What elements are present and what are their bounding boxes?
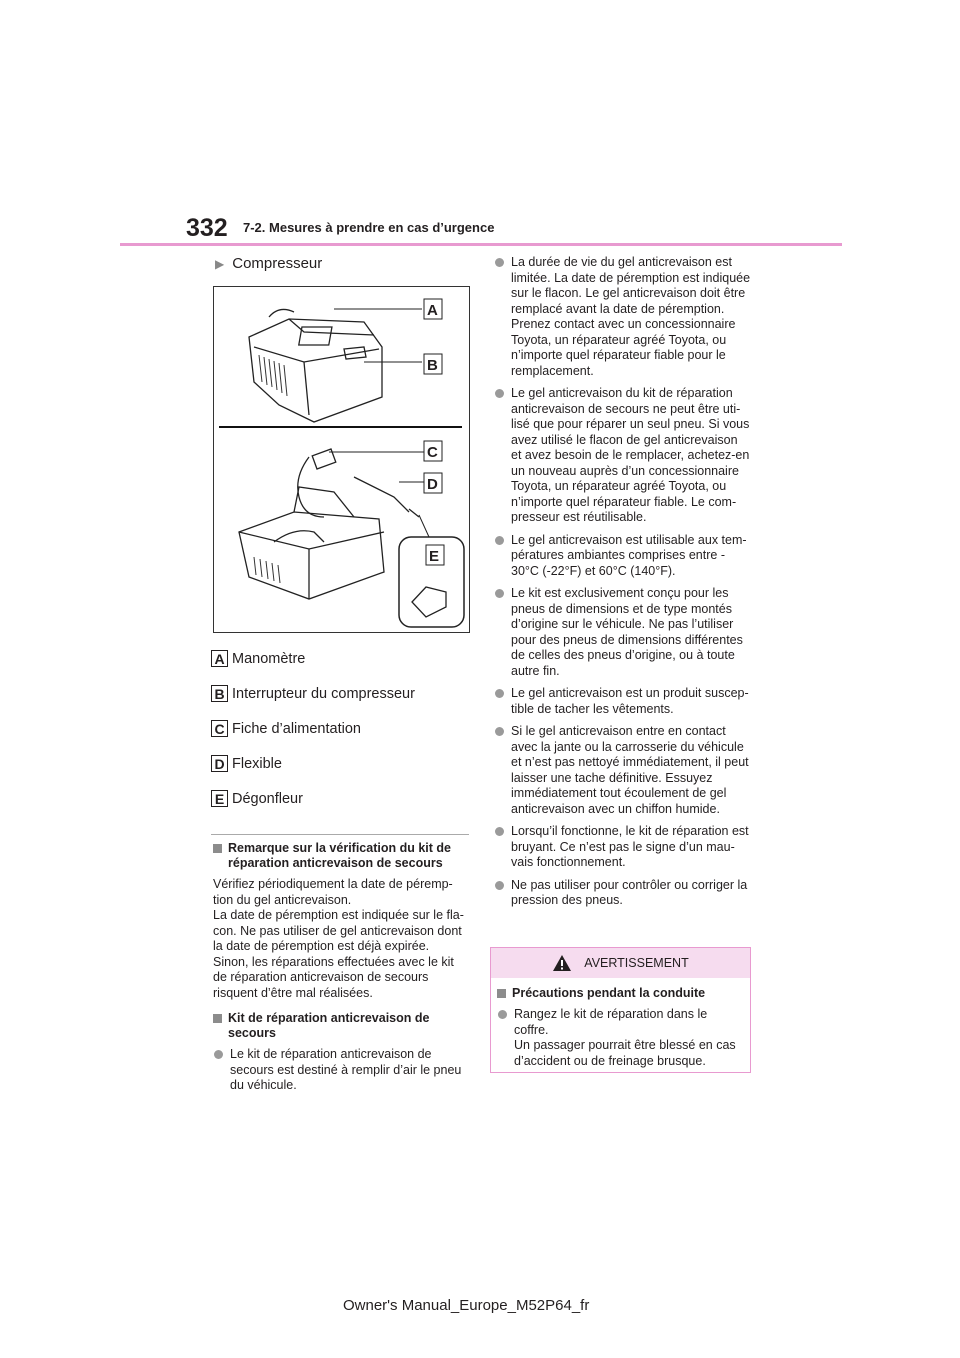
warning-box xyxy=(490,947,751,1073)
note-heading-kit xyxy=(211,1011,469,1041)
warning-triangle-icon xyxy=(552,954,572,972)
warning-header xyxy=(491,948,750,978)
section-divider xyxy=(211,834,469,835)
legend-item-b xyxy=(211,676,469,711)
note-heading-verification xyxy=(211,841,469,871)
bullet-dot-icon xyxy=(498,1010,507,1019)
bullet-dot-icon xyxy=(495,827,504,836)
list-item-text: Si le gel anticrevaison entre en contact avec la jante ou la carrosserie du véhicule et n’est pas nettoyé immédiatement, il peut laisser une tache définitive. Essuyez immédiatement tout écoulement de gel anticrevaison avec un chiffon humide. xyxy=(511,724,749,816)
bullet-dot-icon xyxy=(214,1050,223,1059)
label-e: E xyxy=(429,548,440,565)
page-number: 332 xyxy=(186,214,228,242)
warning-heading xyxy=(495,986,740,1001)
legend-item-e xyxy=(211,781,469,816)
note-paragraph-verification: Vérifiez périodiquement la date de péremp- tion du gel anticrevaison. La date de péremption est indiquée sur le fla- con. Ne pas utiliser de gel anticrevaison dont la date de péremption est déjà expirée. Sinon, les réparations effectuées avec le kit de réparation anticrevaison de secours risquent d’être mal réalisées. xyxy=(213,877,464,1000)
list-item xyxy=(492,686,752,717)
warning-body xyxy=(491,978,750,1069)
list-item-text: Le gel anticrevaison est un produit suscep- tible de tacher les vêtements. xyxy=(511,686,749,716)
list-item-text: Lorsqu’il fonctionne, le kit de réparation est bruyant. Ce n’est pas le signe d’un mau- vais fonctionnement. xyxy=(511,824,749,869)
bullet-dot-icon xyxy=(495,389,504,398)
warning-heading-text: Précautions pendant la conduite xyxy=(512,986,706,1000)
legend-text-a: Manomètre xyxy=(232,650,306,667)
list-item xyxy=(492,586,752,679)
list-item xyxy=(492,824,752,871)
section-title: 7-2. Mesures à prendre en cas d’urgence xyxy=(243,220,495,235)
bullet-dot-icon xyxy=(495,881,504,890)
header-rule xyxy=(120,243,842,246)
note-heading-verification-text: Remarque sur la vérification du kit de réparation anticrevaison de secours xyxy=(228,841,451,870)
legend-letter-a: A xyxy=(211,650,228,667)
bullet-dot-icon xyxy=(495,589,504,598)
list-item xyxy=(492,724,752,817)
label-d: D xyxy=(427,476,438,493)
square-bullet-icon xyxy=(497,989,506,998)
list-item-text: Le gel anticrevaison du kit de réparation anticrevaison de secours ne peut être uti- lisé que pour réparer un seul pneu. Si vous avez utilisé le flacon de gel anticrevaison et avez besoin de le remplacer, achetez-en un nouveau auprès d’un concessionnaire Toyota, un réparateur agréé Toyota, ou n’importe quel réparateur fiable. Le com- presseur est réutilisable. xyxy=(511,386,750,524)
list-item-text: Ne pas utiliser pour contrôler ou corriger la pression des pneus. xyxy=(511,877,748,907)
legend-text-b: Interrupteur du compresseur xyxy=(232,685,415,702)
footer-text: Owner's Manual_Europe_M52P64_fr xyxy=(343,1297,590,1314)
list-item xyxy=(495,1007,740,1069)
legend-letter-b: B xyxy=(211,685,228,702)
label-c: C xyxy=(427,444,438,461)
warning-title: AVERTISSEMENT xyxy=(584,956,689,970)
list-item xyxy=(492,533,752,580)
bullet-dot-icon xyxy=(495,536,504,545)
legend-item-d xyxy=(211,746,469,781)
compressor-heading xyxy=(215,255,469,272)
list-item xyxy=(492,386,752,526)
legend-letter-e: E xyxy=(211,790,228,807)
legend-letter-d: D xyxy=(211,755,228,772)
compressor-illustration xyxy=(213,286,470,633)
square-bullet-icon xyxy=(213,844,222,853)
list-item-text: Le kit est exclusivement conçu pour les pneus de dimensions et de type montés d’origine sur le véhicule. Ne pas l’utiliser pour des pneus de dimensions différentes de celles des pneus d’origine, ou à toute autre fin. xyxy=(511,586,743,678)
bullet-dot-icon xyxy=(495,258,504,267)
list-item-text: Le gel anticrevaison est utilisable aux tem- pératures ambiantes comprises entre - 30°C (-22°F) et 60°C (140°F). xyxy=(511,532,747,578)
list-item-text: La durée de vie du gel anticrevaison est limitée. La date de péremption est indiquée sur le flacon. Le gel anticrevaison doit être remplacé avant la date de péremption. Prenez contact avec un concessionnaire Toyota, un réparateur agréé Toyota, ou n’importe quel réparateur fiable pour le remplacement. xyxy=(511,255,751,378)
list-item-text: Le kit de réparation anticrevaison de secours est destiné à remplir d’air le pneu du véhicule. xyxy=(230,1047,462,1092)
legend-letter-c: C xyxy=(211,720,228,737)
legend-text-e: Dégonfleur xyxy=(232,790,303,807)
square-bullet-icon xyxy=(213,1014,222,1023)
compressor-heading-text: Compresseur xyxy=(232,255,323,272)
legend-text-c: Fiche d’alimentation xyxy=(232,720,361,737)
legend-item-a xyxy=(211,641,469,676)
note-heading-kit-text: Kit de réparation anticrevaison de secours xyxy=(228,1011,430,1040)
label-a: A xyxy=(427,302,438,319)
legend-item-c xyxy=(211,711,469,746)
legend-text-d: Flexible xyxy=(232,755,282,772)
left-column xyxy=(211,255,469,1101)
label-b: B xyxy=(427,357,438,374)
right-column xyxy=(492,255,752,916)
warning-bullet-text: Rangez le kit de réparation dans le coffre. Un passager pourrait être blessé en cas d’accident ou de freinage brusque. xyxy=(514,1007,736,1068)
bullet-dot-icon xyxy=(495,727,504,736)
bullet-dot-icon xyxy=(495,689,504,698)
triangle-arrow-icon: ▶ xyxy=(215,257,225,271)
list-item xyxy=(492,255,752,379)
list-item xyxy=(211,1047,469,1094)
compressor-drawing xyxy=(214,287,469,632)
list-item xyxy=(492,878,752,909)
